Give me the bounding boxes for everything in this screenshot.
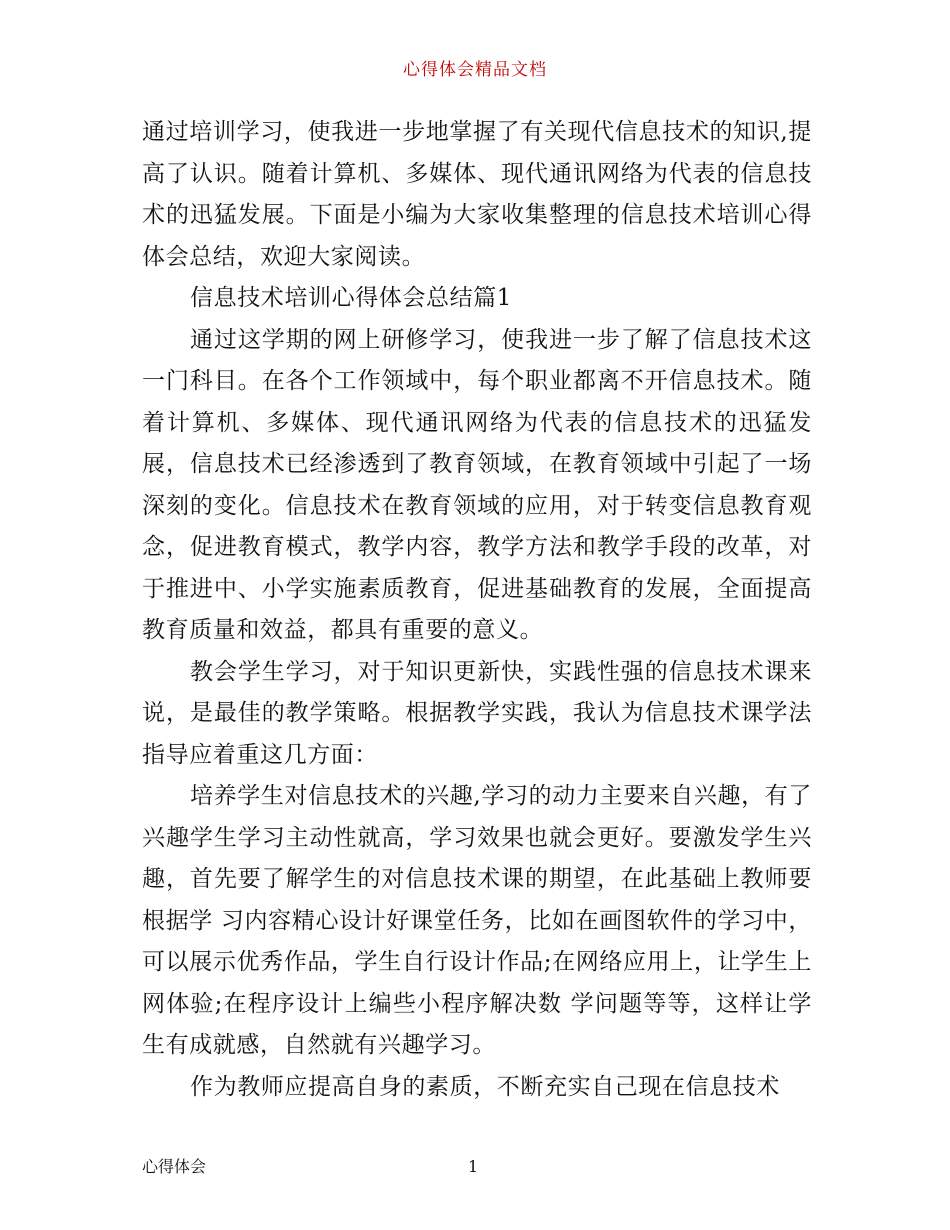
footer-label: 心得体会	[142, 1157, 207, 1176]
body-paragraph-1: 通过这学期的网上研修学习，使我进一步了解了信息技术这一门科目。在各个工作领域中，每个职业都离不开信息技术。随着计算机、多媒体、现代通讯网络为代表的信息技术的迅猛发展，信息技术已经渗透到了教育领域，在教育领域中引起了一场深刻的变化。信息技术在教育领域的应用，对于转变信息教育观念，促进教育模式，教学内容，教学方法和教学手段的改革，对于推进中、小学实施素质教育，促进基础教育的发展，全面提高教育质量和效益，都具有重要的意义。	[142, 326, 812, 643]
body-paragraph-4: 作为教师应提高自身的素质，不断充实自己现在信息技术	[190, 1073, 780, 1100]
page-number: 1	[468, 1157, 479, 1176]
document-body	[142, 112, 812, 1108]
page-header-title: 心得体会精品文档	[403, 60, 547, 80]
intro-paragraph: 通过培训学习，使我进一步地掌握了有关现代信息技术的知识,提高了认识。随着计算机、多媒体、现代通讯网络为代表的信息技术的迅猛发展。下面是小编为大家收集整理的信息技术培训心得体会总结，欢迎大家阅读。	[142, 119, 812, 270]
section-title: 信息技术培训心得体会总结篇1	[190, 285, 513, 311]
body-paragraph-3: 培养学生对信息技术的兴趣,学习的动力主要来自兴趣，有了兴趣学生学习主动性就高，学习效果也就会更好。要激发学生兴趣，首先要了解学生的对信息技术课的期望，在此基础上教师要根据学 习内容精心设计好课堂任务，比如在画图软件的学习中，可以展示优秀作品，学生自行设计作品;在网络应用上，让学生上网体验;在程序设计上编些小程序解决数 学问题等等，这样让学生有成就感，自然就有兴趣学习。	[142, 783, 812, 1058]
body-paragraph-2: 教会学生学习，对于知识更新快，实践性强的信息技术课来说，是最佳的教学策略。根据教学实践，我认为信息技术课学法指导应着重这几方面：	[142, 658, 812, 768]
